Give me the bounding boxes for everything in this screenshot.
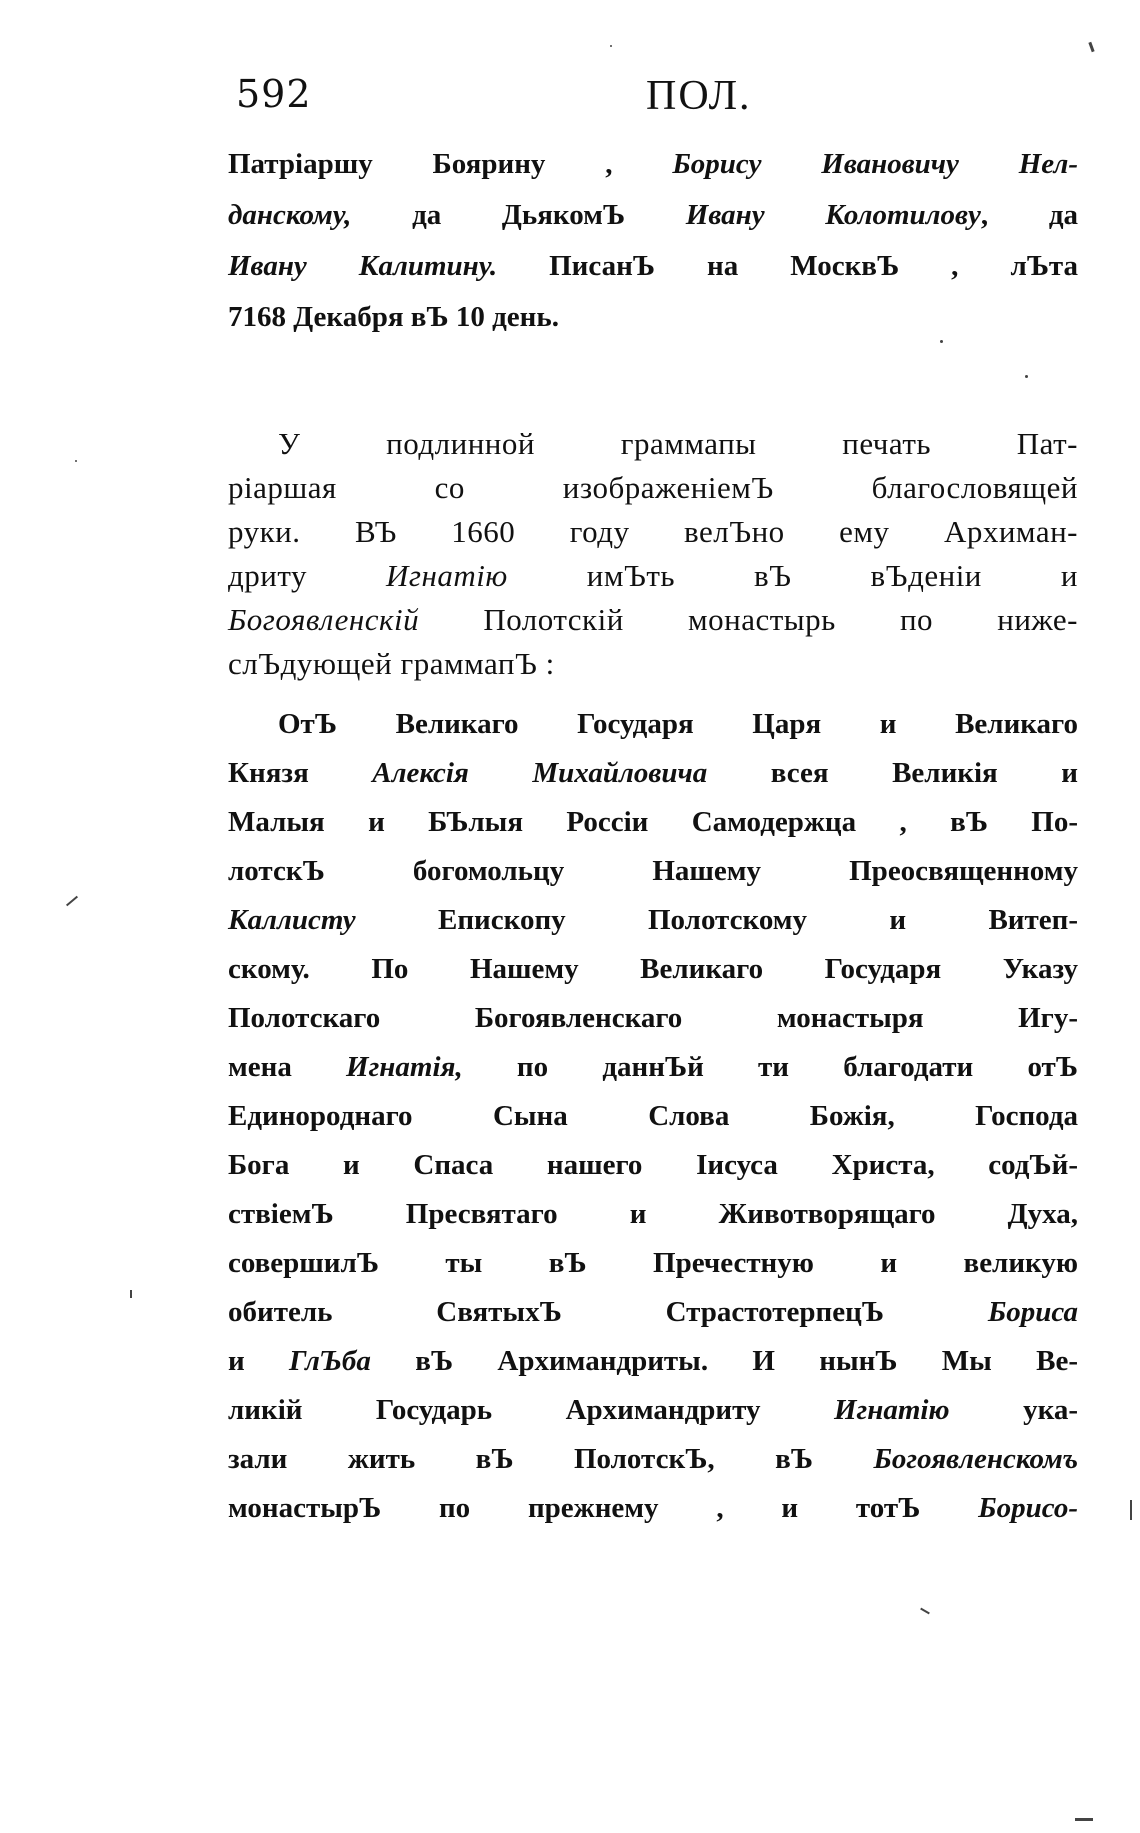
text-run: Единороднаго Сына Слова Божія, Господа — [228, 1100, 1078, 1132]
text-line — [228, 1041, 1078, 1093]
text-line — [228, 1139, 1078, 1191]
text-run: вЪ Архимандриты. И нынЪ Мы Ве- — [370, 1345, 1078, 1377]
italic-name: Богоявленскомъ — [873, 1443, 1078, 1475]
text-run: да ДьякомЪ — [351, 199, 686, 231]
text-run: Патріаршу Боярину , — [228, 148, 673, 180]
text-run: и — [228, 1345, 290, 1377]
scan-speck — [1130, 1500, 1132, 1520]
text-line — [228, 638, 1078, 690]
scan-speck — [75, 460, 77, 462]
text-run: Бога и Спаса нашего Іисуса Христа, содЪй- — [228, 1149, 1078, 1181]
scan-speck — [130, 1290, 132, 1298]
scan-speck — [940, 340, 943, 343]
text-line — [228, 992, 1078, 1044]
scan-speck — [1075, 1818, 1093, 1821]
text-run: слЪдующей граммапЪ : — [228, 646, 555, 681]
text-run: Князя — [228, 757, 373, 789]
text-line — [228, 138, 1078, 190]
text-line — [228, 796, 1078, 848]
text-line — [228, 1482, 1078, 1534]
scan-speck — [1088, 42, 1094, 52]
text-line — [228, 1188, 1078, 1240]
page-number: 592 — [236, 72, 312, 116]
text-run: ука- — [949, 1394, 1078, 1426]
text-line — [228, 943, 1078, 995]
text-line — [228, 1237, 1078, 1289]
running-head: ПОЛ. — [646, 73, 752, 119]
text-line — [228, 894, 1078, 946]
text-run: Малыя и БЪлыя Россіи Самодержца , вЪ По- — [228, 806, 1078, 838]
text-run: ликій Государь Архимандриту — [228, 1394, 834, 1426]
italic-name: данскому, — [228, 199, 352, 231]
text-run: мена — [228, 1051, 347, 1083]
text-line — [228, 1433, 1078, 1485]
italic-name: Бориса — [987, 1296, 1078, 1328]
text-line — [228, 240, 1078, 292]
text-line — [228, 189, 1078, 241]
text-run: Полотскаго Богоявленскаго монастыря Игу- — [228, 1002, 1078, 1034]
text-run: Епископу Полотскому и Витеп- — [355, 904, 1078, 936]
scan-speck — [920, 1608, 930, 1615]
text-run: по даннЪй ти благодати отЪ — [462, 1051, 1078, 1083]
text-run: скому. По Нашему Великаго Государя Указу — [228, 953, 1078, 985]
text-run: обитель СвятыхЪ СтрастотерпецЪ — [228, 1296, 988, 1328]
text-line — [228, 747, 1078, 799]
scan-speck — [66, 896, 78, 907]
italic-name: ГлЪба — [289, 1345, 371, 1377]
text-line — [228, 1384, 1078, 1436]
text-run: ріаршая со изображеніемЪ благословящей — [228, 470, 1078, 505]
text-line — [228, 845, 1078, 897]
italic-name: Ивану Колотилову — [685, 199, 981, 231]
page-header — [236, 72, 1088, 132]
text-run: 7168 Декабря вЪ 10 день. — [228, 301, 559, 333]
text-run: ОтЪ Великаго Государя Царя и Великаго — [278, 708, 1078, 740]
text-line — [228, 1090, 1078, 1142]
italic-name: Борису Ивановичу Нел- — [672, 148, 1078, 180]
text-line — [228, 291, 1078, 343]
text-run: У подлинной граммапы печать Пат- — [278, 426, 1078, 461]
text-line — [228, 1335, 1078, 1387]
text-run: Полотскій монастырь по ниже- — [419, 602, 1078, 637]
text-line — [228, 1286, 1078, 1338]
italic-name: Игнатія, — [346, 1051, 463, 1083]
text-run: совершилЪ ты вЪ Пречестную и великую — [228, 1247, 1078, 1279]
text-run: имЪть вЪ вЪденіи и — [507, 558, 1078, 593]
italic-name: Игнатію — [386, 558, 508, 593]
scan-speck — [610, 45, 612, 47]
scan-speck — [1025, 375, 1028, 378]
text-run: лотскЪ богомольцу Нашему Преосвященному — [228, 855, 1078, 887]
text-run: дриту — [228, 558, 387, 593]
text-run: ПисанЪ на МосквЪ , лЪта — [497, 250, 1079, 282]
italic-name: Игнатію — [833, 1394, 950, 1426]
text-run: руки. ВЪ 1660 году велЪно ему Архиман- — [228, 514, 1078, 549]
italic-name: Алексія Михайловича — [372, 757, 708, 789]
text-run: монастырЪ по прежнему , и тотЪ — [228, 1492, 979, 1524]
italic-name: Каллисту — [228, 904, 356, 936]
italic-name: Богоявленскій — [228, 602, 420, 637]
text-line — [278, 698, 1078, 750]
italic-name: Борисо- — [978, 1492, 1078, 1524]
italic-name: Ивану Калитину. — [228, 250, 498, 282]
text-run: всея Великія и — [707, 757, 1078, 789]
text-run: , да — [980, 199, 1078, 231]
text-run: ствіемЪ Пресвятаго и Животворящаго Духа, — [228, 1198, 1078, 1230]
text-run: зали жить вЪ ПолотскЪ, вЪ — [228, 1443, 874, 1475]
